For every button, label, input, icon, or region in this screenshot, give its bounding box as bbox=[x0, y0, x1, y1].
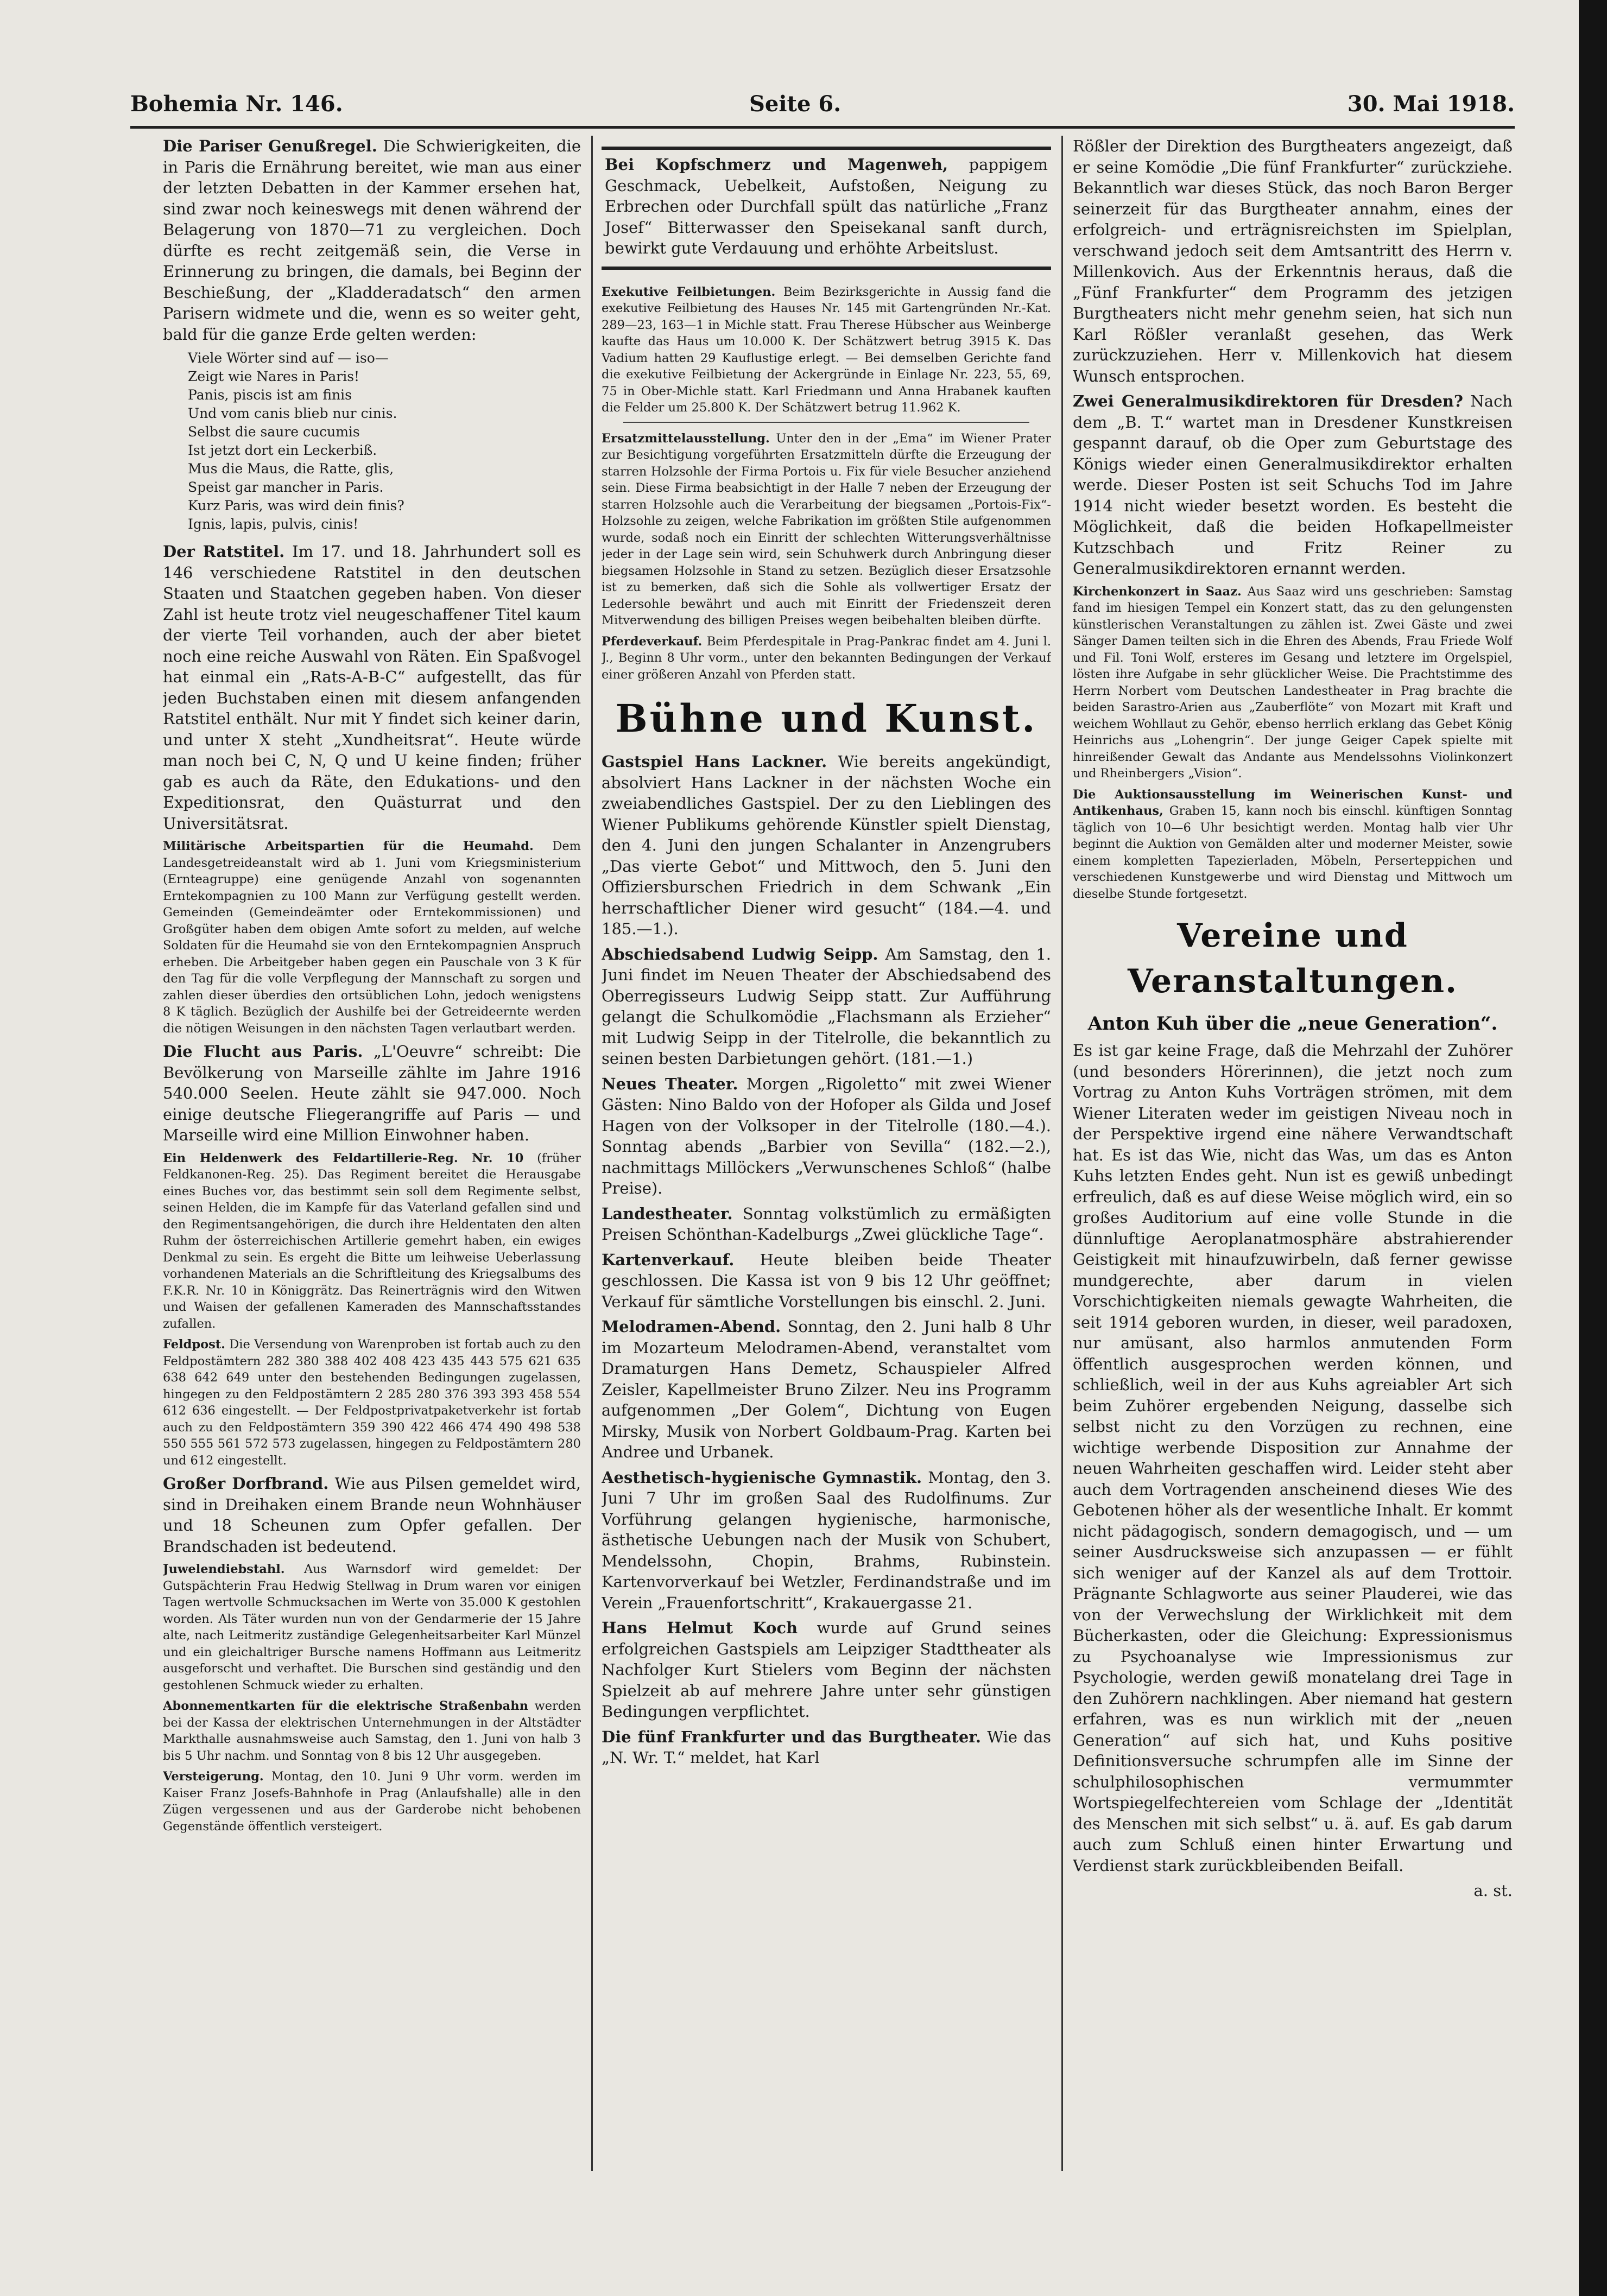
article-body: „L'Oeuvre“ schreibt: Die Bevölkerung von Marseille zählte im Jahre 1916 540.000 Seelen. Heute zählt sie 947.000. Noch einige deutsche Fliegerangriffe auf Paris — und Marseille wird eine Million Einwohner haben. bbox=[163, 1042, 581, 1144]
section-title-buehne-und-kunst: Bühne und Kunst. bbox=[615, 696, 1037, 741]
article-heumahd bbox=[163, 838, 581, 1037]
article-auktionsausstellung bbox=[1073, 787, 1513, 903]
article-body: Beim Bezirksgerichte in Aussig fand die exekutive Feilbietung des Hauses Nr. 145 mit Gartengründen Nr.-Kat. 289—23, 163—1 in Michle statt. Frau Therese Hübscher aus Weinberge kaufte das Haus um 10.000 K. Der Schätzwert betrug 3915 K. Das Vadium hatten 29 Kauflustige erlegt. — Bei demselben Gerichte fand die exekutive Feilbietung der Ackergründe in Einlage Nr. 223, 55, 69, 75 in Ober-Michle statt. Karl Friedmann und Anna Hrabanek kauften die Felder um 25.800 K. Der Schätzwert betrug 11.962 K. bbox=[602, 284, 1051, 415]
article-hans-helmut-koch bbox=[602, 1618, 1051, 1722]
article-heading: Abschiedsabend Ludwig Seipp. bbox=[602, 944, 878, 963]
article-body: Heute bleiben beide Theater geschlossen. Die Kassa ist von 9 bis 12 Uhr geöffnet; Verkauf für sämtliche Vorstellungen bis einschl. 2. Juni. bbox=[602, 1250, 1051, 1311]
column-middle bbox=[602, 136, 1051, 2177]
article-heading: Juwelendiebstahl. bbox=[163, 1562, 285, 1576]
article-feldpost bbox=[163, 1336, 581, 1469]
article-flucht-aus-paris bbox=[163, 1041, 581, 1146]
article-heading: Die Pariser Genußregel. bbox=[163, 137, 377, 155]
article-heading: Zwei Generalmusikdirektoren für Dresden? bbox=[1073, 392, 1464, 410]
article-heading: Aesthetisch-hygienische Gymnastik. bbox=[602, 1468, 922, 1487]
article-heading: Kartenverkauf. bbox=[602, 1250, 735, 1269]
article-heading: Versteigerung. bbox=[163, 1769, 264, 1784]
header-rule bbox=[130, 126, 1515, 129]
poem-line: Ignis, lapis, pulvis, cinis! bbox=[188, 516, 359, 532]
article-body: Nach dem „B. T.“ wartet man in Dresdener Kunstkreisen gespannt darauf, ob die Oper zum Geburtstage des Königs wieder einen Generalmusikdirektor erhalten werde. Dieser Posten ist seit Schuchs Tod im Jahre 1914 nicht wieder besetzt worden. Es besteht die Möglichkeit, daß die beiden Hofkapellmeister Kutzschbach und Fritz Reiner zu Generalmusikdirektoren ernannt werden. bbox=[1073, 392, 1513, 578]
article-heading: Kirchenkonzert in Saaz. bbox=[1073, 584, 1242, 599]
article-heading: Neues Theater. bbox=[602, 1074, 738, 1093]
article-body: Die Schwierigkeiten, die in Paris die Ernährung bereitet, wie man aus einer der letzten Debatten in der Kammer ersehen hat, sind zwar noch keineswegs mit denen während der Belagerung von 1870—71 zu vergleichen. Doch dürfte es recht zeitgemäß sein, die Verse in Erinnerung zu bringen, die damals, bei Beginn der Beschießung, der „Kladderadatsch“ den armen Parisern widmete und die, wenn es so weiter geht, bald für die ganze Erde gelten werden: bbox=[163, 137, 581, 344]
article-body: Montag, den 10. Juni 9 Uhr vorm. werden im Kaiser Franz Josefs-Bahnhofe in Prag (Anlaufshalle) alle in den Zügen vergessenen und aus der Garderobe nicht behobenen Gegenstände öffentlich versteigert. bbox=[163, 1769, 581, 1834]
article-body: Aus Warnsdorf wird gemeldet: Der Gutspächterin Frau Hedwig Stellwag in Drum waren vor einigen Tagen wertvolle Schmucksachen im Werte von 35.000 K gestohlen worden. Als Täter wurden nun von der Gendarmerie der 15 Jahre alte, nach Leitmeritz zuständige Gelegenheitsarbeiter Karl Münzel und ein gleichaltriger Bursche namens Hoffmann aus Leitmeritz ausgeforscht und verhaftet. Die Burschen sind geständig und den gestohlenen Schmuck wieder zu erhalten. bbox=[163, 1562, 581, 1692]
scan-edge bbox=[1579, 0, 1607, 2296]
article-dorfbrand bbox=[163, 1473, 581, 1557]
poem-line: Ist jetzt dort ein Leckerbiß. bbox=[188, 442, 377, 458]
poem-line: Selbst die saure cucumis bbox=[188, 424, 360, 440]
article-heldenwerk bbox=[163, 1150, 581, 1333]
column-divider bbox=[591, 136, 593, 2171]
poem-line: Panis, piscis ist am finis bbox=[188, 387, 352, 403]
article-heading: Ein Heldenwerk des Feldartillerie-Reg. Nr. 10 bbox=[163, 1151, 524, 1165]
article-kirchenkonzert bbox=[1073, 583, 1513, 782]
article-abonnementkarten bbox=[163, 1698, 581, 1764]
article-heading: Pferdeverkauf. bbox=[602, 634, 703, 649]
poem-line: Viele Wörter sind auf — iso— bbox=[188, 350, 389, 366]
article-body: Die Versendung von Warenproben ist fortab auch zu den Feldpostämtern 282 380 388 402 408 423 435 443 575 621 635 638 642 649 unter den bestehenden Bedingungen zugelassen, hingegen zu den Feldpostämtern 2 285 280 376 393 393 458 554 612 636 eingestellt. — Der Feldpostprivatpaketverkehr ist fortab auch zu den Feldpostämtern 359 390 422 466 474 490 498 538 550 555 561 572 573 zugelassen, hingegen zu Feldpostämtern 280 und 612 eingestellt. bbox=[163, 1337, 581, 1468]
article-body: Morgen „Rigoletto“ mit zwei Wiener Gästen: Nino Baldo von der Hofoper als Gilda und Josef Hagen von der Volksoper in der Titelrolle (180.—4.). Sonntag abends „Barbier von Sevilla“ (182.—2.), nachmittags Millöckers „Verwunschenes Schloß“ (halbe Preise). bbox=[602, 1074, 1051, 1197]
article-body: Sonntag, den 2. Juni halb 8 Uhr im Mozarteum Melodramen-Abend, veranstaltet vom Dramaturgen Hans Demetz, Schauspieler Alfred Zeisler, Kapellmeister Bruno Zilzer. Neu ins Programm aufgenommen „Der Golem“, Dichtung von Eugen Mirsky, Musik von Norbert Goldbaum-Prag. Karten bei Andree und Urbanek. bbox=[602, 1317, 1051, 1461]
advertisement-bitterwasser bbox=[605, 154, 1048, 259]
article-body: Montag, den 3. Juni 7 Uhr im großen Saal des Rudolfinums. Zur Vorführung gelangen hygienische, harmonische, ästhetische Uebungen nach der Musik von Schubert, Mendelssohn, Chopin, Brahms, Rubinstein. Kartenvorverkauf bei Wetzler, Ferdinandstraße und im Verein „Frauenfortschritt“, Krakauergasse 21. bbox=[602, 1468, 1051, 1612]
article-body: Wie das „N. Wr. T.“ meldet, hat Karl bbox=[602, 1727, 1051, 1767]
article-versteigerung bbox=[163, 1768, 581, 1835]
article-melodramen-abend bbox=[602, 1316, 1051, 1463]
article-body: Sonntag volkstümlich zu ermäßigten Preisen Schönthan-Kadelburgs „Zwei glückliche Tage“. bbox=[602, 1204, 1051, 1244]
article-body: Wie aus Pilsen gemeldet wird, sind in Dreihaken einem Brande neun Wohnhäuser und 18 Scheunen zum Opfer gefallen. Der Brandschaden ist bedeutend. bbox=[163, 1474, 581, 1556]
article-body: Graben 15, kann noch bis einschl. künftigen Sonntag täglich von 10—6 Uhr besichtigt werden. Montag halb vier Uhr beginnt die Auktion von Gemälden alter und moderner Meister, sowie einem kompletten Tapezierladen, Möbeln, Perserteppichen und verschiedenen Kunstgewerbe und wird Dienstag und Mittwoch um dieselbe Stunde fortgesetzt. bbox=[1073, 804, 1513, 901]
article-body: Am Samstag, den 1. Juni findet im Neuen Theater der Abschiedsabend des Oberregisseurs Ludwig Seipp statt. Zur Aufführung gelangt die Schulkomödie „Flachsmann als Erzieher“ mit Ludwig Seipp in der Titelrolle, die bekanntlich zu seinen besten Darbietungen gehört. (181.—1.) bbox=[602, 944, 1051, 1068]
column-left bbox=[163, 136, 581, 2177]
article-heading: Landestheater. bbox=[602, 1204, 733, 1223]
article-gastspiel-lackner bbox=[602, 751, 1051, 940]
article-pariser-genussregel bbox=[163, 136, 581, 345]
poem-line: Mus die Maus, die Ratte, glis, bbox=[188, 461, 394, 477]
article-heading: Hans Helmut Koch bbox=[602, 1619, 798, 1637]
article-heading-anton-kuh: Anton Kuh über die „neue Generation“. bbox=[1087, 1013, 1498, 1035]
page-header bbox=[130, 91, 1515, 126]
article-generalmusikdirektoren bbox=[1073, 391, 1513, 579]
issue-number: Bohemia Nr. 146. bbox=[130, 91, 343, 117]
article-heading: Abonnementkarten für die elektrische Straßenbahn bbox=[163, 1699, 528, 1713]
article-fuenf-frankfurter-continued bbox=[1073, 136, 1513, 386]
article-heading: Die Flucht aus Paris. bbox=[163, 1042, 363, 1061]
article-body: wurde auf Grund seines erfolgreichen Gastspiels am Leipziger Stadttheater als Nachfolger Kurt Stielers vom Beginn der nächsten Spielzeit ab auf mehrere Jahre unter sehr günstigen Bedingungen verpflichtet. bbox=[602, 1619, 1051, 1721]
article-feilbietungen bbox=[602, 284, 1051, 416]
article-anton-kuh bbox=[1073, 1040, 1513, 1876]
article-heading: Militärische Arbeitspartien für die Heumahd. bbox=[163, 839, 534, 853]
article-abschiedsabend-seipp bbox=[602, 944, 1051, 1069]
article-heading: Gastspiel Hans Lackner. bbox=[602, 752, 827, 771]
article-body: Es ist gar keine Frage, daß die Mehrzahl der Zuhörer (und besonders Hörerinnen), die jetzt noch zum Vortrag zu Anton Kuhs Vorträgen strömen, mit dem Wiener Literaten weder im geistigen Niveau noch in der Perspektive irgend eine nähere Verwandtschaft hat. Es ist das Wie, nicht das Was, um das es Anton Kuhs letzten Endes geht. Nun ist es gewiß unbedingt erfreulich, daß es auf diese Weise möglich wird, ein so großes Auditorium auf eine volle Stunde in die dünnluftige Aeroplanatmosphäre abstrahierender Geistigkeit mit hinaufzuwirbeln, daß ferner gewisse mundgerechte, aber darum in vielen Vorschichtigkeiten niemals gewagte Wahrheiten, die seit 1914 geboren wurden, in dieser, weil paradoxen, nur amüsant, also harmlos anmutenden Form öffentlich ausgesprochen werden können, und schließlich, weil in der aus Kuhs agreiabler Art sich beim Zuhörer ergebenden Neigung, dasselbe sich selbst nicht zu den Vorzügen zu rechnen, eine wichtige werbende Disposition zur Annahme der neuen Wahrheiten geschaffen wird. Leider steht aber auch dem Vortragenden anscheinend dieses Wie des Gebotenen höher als der wesentliche Inhalt. Er kommt nicht pädagogisch, sondern demagogisch, und — um seiner Ausdrucksweise sich anzupassen — er fühlt sich weniger auf der Kanzel als auf dem Trottoir. Prägnante Schlagworte aus seiner Plauderei, wie das von der Verwechslung der Wirklichkeit mit dem Bücherkasten, oder die Gleichung: Expressionismus zu Psychoanalyse wie Impressionismus zur Psychologie, werden gewiß monatelang drei Tage in den Zuhörern nachklingen. Aber niemand hat gestern erfahren, was es nun wirklich mit der „neuen Generation“ auf sich hat, und Kuhs positive Definitionsversuche schrumpfen alle im Sinne der schulphilosophischen vermummter Wortspiegelfechtereien vom Schlage der „Identität des Menschen mit sich selbst“ u. ä. auf. Es gab darum auch zum Schluß einen hinter Erwartung und Verdienst stark zurückbleibenden Beifall. bbox=[1073, 1041, 1513, 1875]
ad-heading: Bei Kopfschmerz und Magenweh, bbox=[605, 155, 948, 174]
article-body: Dem Landesgetreideanstalt wird ab 1. Juni vom Kriegsministerium (Ernteagruppe) eine genügende Anzahl von sogenannten Erntekompagnien zu 100 Mann zur Verfügung gestellt werden. Gemeinden (Gemeindeämter oder Erntekommissionen) und Großgüter haben dem obigen Amte sofort zu melden, auf welche Soldaten für die Heumahd sie von den Erntekompagnien Anspruch erheben. Die Arbeitgeber haben gegen ein Pauschale von 3 K für den Tag für die volle Verpflegung der Mannschaft zu sorgen und zahlen dieser überdies den ortsüblichen Lohn, jedoch wenigstens 8 K täglich. Bezüglich der Aushilfe bei der Getreideernte werden die nötigen Weisungen in den nächsten Tagen verlautbart werden. bbox=[163, 839, 581, 1036]
article-body: Wie bereits angekündigt, absolviert Hans Lackner in der nächsten Woche ein zweiabendliches Gastspiel. Der zu den Lieblingen des Wiener Publikums gehörende Künstler spielt Dienstag, den 4. Juni den jungen Schalanter in Anzengrubers „Das vierte Gebot“ und Mittwoch, den 5. Juni den Offiziersburschen Friedrich in dem Schwank „Ein herrschaftlicher Diener wird gesucht“ (184.—4. und 185.—1.). bbox=[602, 752, 1051, 938]
article-heading: Ersatzmittelausstellung. bbox=[602, 431, 770, 446]
article-body: werden bei der Kassa der elektrischen Unternehmungen in der Altstädter Markthalle ausnahmsweise auch Samstag, den 1. Juni von halb 3 bis 5 Uhr nachm. und Sonntag von 8 bis 12 Uhr ausgegeben. bbox=[163, 1699, 581, 1763]
article-body: Rößler der Direktion des Burgtheaters angezeigt, daß er seine Komödie „Die fünf Frankfurter“ zurückziehe. Bekanntlich war dieses Stück, das noch Baron Berger seinerzeit für das Burgtheater annahm, eines der erfolgreich- und erträgnisreichsten im Spielplan, verschwand jedoch seit dem Amtsantritt des Herrn v. Millenkovich. Aus der Erkenntnis heraus, daß die „Fünf Frankfurter“ dem Programm des jetzigen Burgtheaters nicht mehr genehm seien, hat sich nun Karl Rößler veranlaßt gesehen, das Werk zurückzuziehen. Herr v. Millenkovich hat diesem Wunsch entsprochen. bbox=[1073, 137, 1513, 385]
article-body: (früher Feldkanonen-Reg. 25). Das Regiment bereitet die Herausgabe eines Buches vor, das bestimmt sein soll dem Regimente selbst, seinen Helden, die im Kampfe für das Vaterland gefallen sind und den Regimentsangehörigen, die durch ihre Heldentaten den alten Ruhm der österreichischen Artillerie gemehrt haben, ein ewiges Denkmal zu sein. Es ergeht die Bitte um leihweise Ueberlassung vorhandenen Materials an die Schriftleitung des Kriegsalbums des F.K.R. Nr. 10 in Königgrätz. Das Reinerträgnis wird den Witwen und Waisen der gefallenen Kameraden des Mannschaftsstandes zufallen. bbox=[163, 1151, 581, 1331]
poem-line: Speist gar mancher in Paris. bbox=[188, 479, 384, 495]
article-body: Aus Saaz wird uns geschrieben: Samstag fand im hiesigen Tempel ein Konzert statt, das zu den gelungensten künstlerischen Veranstaltungen zu zählen ist. Zwei Gäste und zwei Sänger Damen teilten sich in die Ehren des Abends, Frau Friede Wolf und Fil. Toni Wolf, ersteres im Gesang und letztere im Orgelspiel, lösten ihre Aufgabe in sehr glücklicher Weise. Die Prachtstimme des Herrn Norbert vom Deutschen Landestheater in Prag brachte die beiden Sarastro-Arien aus „Zauberflöte“ von Mozart mit Kraft und weichem Wohllaut zu Gehör, ebenso herrlich erklang das Gebet König Heinrichs aus „Lohengrin“. Der junge Geiger Capek spielte mit hinreißender Gewalt das Andante aus Mendelssohns Violinkonzert und Rheinbergers „Vision“. bbox=[1073, 584, 1513, 781]
article-body: Beim Pferdespitale in Prag-Pankrac findet am 4. Juni l. J., Beginn 8 Uhr vorm., unter den bekannten Bedingungen der Verkauf einer größeren Anzahl von Pferden statt. bbox=[602, 634, 1051, 682]
issue-date: 30. Mai 1918. bbox=[1347, 91, 1515, 117]
article-juwelendiebstahl bbox=[163, 1561, 581, 1694]
section-title-vereine: Vereine und Veranstaltungen. bbox=[1127, 917, 1458, 1000]
poem bbox=[188, 349, 581, 534]
article-body: Im 17. und 18. Jahrhundert soll es 146 verschiedene Ratstitel in den deutschen Staaten und Staatchen gegeben haben. Von dieser Zahl ist heute trotz viel neugeschaffener Titel kaum der vierte Teil vorhanden, auch der aber bietet noch eine reiche Auswahl von Räten. Ein Spaßvogel hat einmal ein „Rats-A-B-C“ aufgestellt, das für jeden Buchstaben einen mit diesem anfangenden Ratstitel enthält. Nur mit Y findet sich keiner darin, und unter X steht „Xundheitsrat“. Heute würde man noch bei C, N, Q und U keine finden; früher gab es auch da Räte, den Edukations- und den Expeditionsrat, den Quästurrat und den Universitätsrat. bbox=[163, 542, 581, 833]
article-landestheater bbox=[602, 1203, 1051, 1245]
page-number: Seite 6. bbox=[749, 91, 842, 117]
article-heading: Melodramen-Abend. bbox=[602, 1317, 781, 1336]
poem-line: Und vom canis blieb nur cinis. bbox=[188, 405, 397, 421]
article-heading: Der Ratstitel. bbox=[163, 542, 285, 561]
article-heading: Die fünf Frankfurter und das Burgtheater. bbox=[602, 1727, 981, 1746]
poem-line: Zeigt wie Nares in Paris! bbox=[188, 369, 360, 384]
poem-line: Kurz Paris, was wird dein finis? bbox=[188, 498, 404, 513]
article-heading: Feldpost. bbox=[163, 1337, 225, 1352]
column-divider bbox=[1061, 136, 1063, 2171]
ad-body: pappigem Geschmack, Uebelkeit, Aufstoßen, Neigung zu Erbrechen oder Durchfall spült das natürliche „Franz Josef“ Bitterwasser den Speisekanal sanft durch, bewirkt gute Verdauung und erhöhte Arbeitslust. bbox=[605, 155, 1048, 257]
advertisement-box bbox=[602, 147, 1051, 270]
article-neues-theater bbox=[602, 1074, 1051, 1199]
article-heading: Großer Dorfbrand. bbox=[163, 1474, 329, 1493]
article-kartenverkauf bbox=[602, 1250, 1051, 1312]
column-right bbox=[1073, 136, 1513, 2177]
author-signoff: a. st. bbox=[1473, 1881, 1513, 1900]
article-ersatzmittelausstellung bbox=[602, 430, 1051, 629]
article-pferdeverkauf bbox=[602, 633, 1051, 683]
article-fuenf-frankfurter bbox=[602, 1727, 1051, 1768]
article-heading: Die Auktionsausstellung im Weinerischen Kunst- und Antikenhaus, bbox=[1073, 787, 1513, 818]
article-heading: Exekutive Feilbietungen. bbox=[602, 284, 776, 299]
separator bbox=[623, 422, 1029, 423]
article-gymnastik bbox=[602, 1467, 1051, 1614]
article-body: Unter den in der „Ema“ im Wiener Prater zur Besichtigung vorgeführten Ersatzmitteln dürfte die Erzeugung der starren Holzsohle der Firma Portois u. Fix für viele Besucher anziehend sein. Diese Firma beabsichtigt in der Halle 7 neben der Erzeugung der starren Holzsohle auch die Verarbeitung der biegsamen „Portois-Fix“-Holzsohle zu zeigen, welche Fabrikation im größten Stile aufgenommen wurde, sodaß noch ein Einritt der schlechten Witterungsverhältnisse jeder in der Lage sein wird, sein Schuhwerk durch Anbringung dieser biegsamen Holzsohle in Stand zu setzen. Bezüglich dieser Ersatzsohle ist zu bemerken, daß sich die Sohle als vollwertiger Ersatz der Ledersohle bewährt und auch mit Einritt der Friedenszeit deren Mitverwendung des billigen Preises wegen beibehalten bleiben dürfte. bbox=[602, 431, 1051, 627]
article-ratstitel bbox=[163, 541, 581, 834]
